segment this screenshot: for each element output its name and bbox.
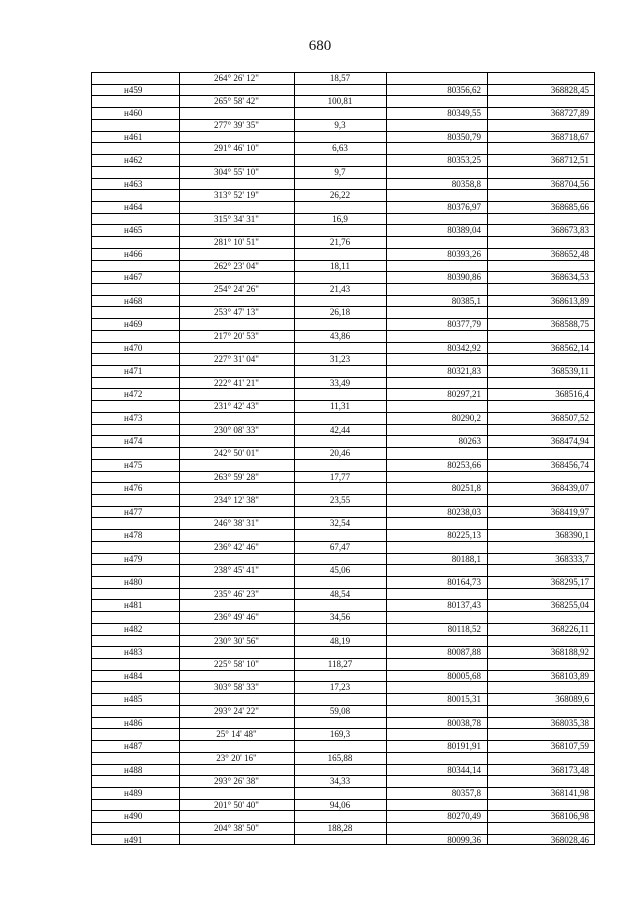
coordinates-table xyxy=(91,72,595,845)
coord-x: 80357,8 xyxy=(451,787,481,798)
segment-distance: 17,77 xyxy=(329,471,351,482)
coord-y: 368255,04 xyxy=(550,600,589,611)
point-name: н480 xyxy=(124,577,143,587)
segment-row xyxy=(91,260,595,272)
point-name: н474 xyxy=(124,436,143,447)
coord-x: 80263 xyxy=(458,436,481,447)
segment-distance: 6,63 xyxy=(332,143,348,154)
segment-angle: 254° 24' 26" xyxy=(214,284,259,294)
point-row xyxy=(91,365,595,377)
segment-row xyxy=(91,611,595,623)
segment-angle: 230° 30' 56" xyxy=(214,635,259,646)
coord-y: 368712,51 xyxy=(550,155,589,165)
segment-distance: 48,19 xyxy=(329,635,351,646)
point-name: н466 xyxy=(124,248,143,259)
point-row xyxy=(91,154,595,166)
coord-y: 368588,75 xyxy=(550,319,589,330)
coord-x: 80385,1 xyxy=(451,295,481,306)
coord-x: 80191,91 xyxy=(447,741,481,751)
segment-row xyxy=(91,424,595,436)
coord-y: 368103,89 xyxy=(550,670,589,681)
segment-angle: 315° 34' 31" xyxy=(214,213,259,224)
segment-distance: 9,7 xyxy=(334,166,346,177)
point-name: н491 xyxy=(124,834,143,845)
coord-x: 80270,49 xyxy=(447,811,481,822)
segment-distance: 118,27 xyxy=(327,659,353,669)
coord-y: 368539,11 xyxy=(551,366,589,376)
segment-row xyxy=(91,494,595,506)
segment-angle: 230° 08' 33" xyxy=(214,424,259,435)
coord-y: 368634,53 xyxy=(550,272,589,283)
point-row xyxy=(91,740,595,752)
point-row xyxy=(91,834,595,846)
coord-y: 368828,45 xyxy=(550,84,589,95)
coord-x: 80099,36 xyxy=(447,834,481,845)
coord-x: 80376,97 xyxy=(447,201,481,212)
point-row xyxy=(91,553,595,565)
coord-y: 368673,83 xyxy=(550,225,589,236)
segment-distance: 34,33 xyxy=(329,776,351,787)
coord-x: 80358,8 xyxy=(451,178,481,189)
segment-angle: 293° 26' 38" xyxy=(214,776,259,787)
coord-y: 368727,89 xyxy=(550,108,589,119)
coord-x: 80290,2 xyxy=(451,412,481,423)
segment-angle: 231° 42' 43" xyxy=(214,401,259,412)
coord-x: 80225,13 xyxy=(447,530,481,541)
segment-row xyxy=(91,517,595,529)
coord-x: 80393,26 xyxy=(447,248,481,259)
coord-y: 368141,98 xyxy=(550,787,589,798)
point-name: н467 xyxy=(124,272,143,283)
coord-y: 368295,17 xyxy=(550,577,589,587)
coord-y: 368390,1 xyxy=(555,530,589,541)
coord-y: 368439,07 xyxy=(550,483,589,494)
point-name: н487 xyxy=(124,741,143,751)
segment-row xyxy=(91,728,595,740)
segment-distance: 26,22 xyxy=(329,190,351,201)
point-name: н468 xyxy=(124,295,143,306)
segment-row xyxy=(91,353,595,365)
segment-row xyxy=(91,799,595,811)
point-name: н463 xyxy=(124,178,143,189)
point-name: н477 xyxy=(124,506,143,517)
segment-angle: 304° 55' 10" xyxy=(214,166,259,177)
segment-angle: 235° 46' 23" xyxy=(214,588,259,599)
coord-y: 368089,6 xyxy=(555,694,589,705)
segment-angle: 227° 31' 04" xyxy=(214,354,259,365)
point-name: н475 xyxy=(124,459,143,470)
coord-y: 368419,97 xyxy=(550,506,589,517)
coord-x: 80349,55 xyxy=(447,108,481,119)
point-name: н459 xyxy=(124,84,143,95)
segment-row xyxy=(91,705,595,717)
point-name: н485 xyxy=(124,694,143,705)
point-name: н481 xyxy=(124,600,143,611)
segment-distance: 21,76 xyxy=(329,237,351,248)
coord-y: 368456,74 xyxy=(550,459,589,470)
point-row xyxy=(91,693,595,705)
segment-distance: 188,28 xyxy=(327,823,353,834)
segment-distance: 169,3 xyxy=(329,729,351,740)
point-row xyxy=(91,646,595,658)
segment-distance: 21,43 xyxy=(329,284,351,294)
segment-row xyxy=(91,236,595,248)
segment-angle: 236° 42' 46" xyxy=(214,541,259,552)
segment-angle: 281° 10' 51" xyxy=(214,237,259,248)
coord-x: 80005,68 xyxy=(447,670,481,681)
point-row xyxy=(91,435,595,447)
segment-angle: 217° 20' 53" xyxy=(214,330,259,341)
segment-row xyxy=(91,775,595,787)
segment-row xyxy=(91,166,595,178)
point-row xyxy=(91,717,595,729)
segment-distance: 45,06 xyxy=(329,565,351,576)
segment-row xyxy=(91,377,595,389)
coord-y: 368562,14 xyxy=(550,342,589,353)
segment-row xyxy=(91,447,595,459)
point-row xyxy=(91,248,595,260)
point-row xyxy=(91,529,595,541)
segment-angle: 246° 38' 31" xyxy=(214,518,259,529)
point-name: н461 xyxy=(124,131,143,142)
coord-x: 80164,73 xyxy=(447,577,481,587)
segment-row xyxy=(91,189,595,201)
segment-angle: 25° 14' 48" xyxy=(216,729,257,740)
segment-distance: 17,23 xyxy=(329,682,351,693)
point-name: н479 xyxy=(124,553,143,564)
segment-angle: 225° 58' 10" xyxy=(214,659,259,669)
point-name: н469 xyxy=(124,319,143,330)
point-row xyxy=(91,482,595,494)
segment-angle: 222° 41' 21" xyxy=(214,377,259,388)
segment-angle: 313° 52' 19" xyxy=(214,190,259,201)
coord-y: 368718,67 xyxy=(550,131,589,142)
segment-distance: 165,88 xyxy=(327,752,353,763)
segment-distance: 33,49 xyxy=(329,377,351,388)
segment-row xyxy=(91,564,595,576)
coord-x: 80389,04 xyxy=(447,225,481,236)
segment-angle: 303° 58' 33" xyxy=(214,682,259,693)
coord-x: 80344,14 xyxy=(447,764,481,775)
segment-row xyxy=(91,658,595,670)
segment-distance: 18,57 xyxy=(329,73,351,83)
segment-distance: 42,44 xyxy=(329,424,351,435)
coord-x: 80015,31 xyxy=(447,694,481,705)
point-row xyxy=(91,224,595,236)
segment-row xyxy=(91,213,595,225)
point-row xyxy=(91,318,595,330)
coord-y: 368028,46 xyxy=(550,834,589,845)
segment-distance: 11,31 xyxy=(330,401,350,412)
point-name: н490 xyxy=(124,811,143,822)
point-row xyxy=(91,84,595,96)
segment-angle: 234° 12' 38" xyxy=(214,494,259,505)
segment-row xyxy=(91,681,595,693)
segment-distance: 48,54 xyxy=(329,588,351,599)
point-name: н460 xyxy=(124,108,143,119)
table-rule xyxy=(91,72,595,73)
coord-y: 368106,98 xyxy=(550,811,589,822)
coord-y: 368652,48 xyxy=(550,248,589,259)
segment-row xyxy=(91,306,595,318)
segment-angle: 204° 38' 50" xyxy=(214,823,259,834)
coord-y: 368226,11 xyxy=(551,623,589,634)
point-row xyxy=(91,201,595,213)
coord-x: 80377,79 xyxy=(447,319,481,330)
point-row xyxy=(91,178,595,190)
segment-row xyxy=(91,283,595,295)
point-name: н476 xyxy=(124,483,143,494)
segment-angle: 293° 24' 22" xyxy=(214,705,259,716)
point-name: н464 xyxy=(124,201,143,212)
coord-y: 368474,94 xyxy=(550,436,589,447)
coord-x: 80238,03 xyxy=(447,506,481,517)
coord-x: 80253,66 xyxy=(447,459,481,470)
point-row xyxy=(91,412,595,424)
point-name: н483 xyxy=(124,647,143,658)
point-name: н473 xyxy=(124,412,143,423)
point-row xyxy=(91,271,595,283)
segment-row xyxy=(91,471,595,483)
point-name: н484 xyxy=(124,670,143,681)
point-name: н472 xyxy=(124,389,143,400)
point-row xyxy=(91,342,595,354)
point-row xyxy=(91,670,595,682)
point-row xyxy=(91,131,595,143)
coord-x: 80087,88 xyxy=(447,647,481,658)
segment-row xyxy=(91,635,595,647)
segment-distance: 94,06 xyxy=(329,799,351,810)
segment-angle: 262° 23' 04" xyxy=(214,260,259,271)
point-row xyxy=(91,107,595,119)
segment-row xyxy=(91,822,595,834)
segment-row xyxy=(91,588,595,600)
coord-y: 368613,89 xyxy=(550,295,589,306)
segment-distance: 23,55 xyxy=(329,494,351,505)
segment-distance: 32,54 xyxy=(329,518,351,529)
coord-x: 80137,43 xyxy=(447,600,481,611)
coord-y: 368173,48 xyxy=(550,764,589,775)
coord-y: 368516,4 xyxy=(555,389,589,400)
segment-angle: 201° 50' 40" xyxy=(214,799,259,810)
segment-angle: 23° 20' 16" xyxy=(216,752,257,763)
coord-x: 80353,25 xyxy=(447,155,481,165)
coord-x: 80118,52 xyxy=(447,623,481,634)
coord-x: 80297,21 xyxy=(447,389,481,400)
segment-row xyxy=(91,752,595,764)
segment-row xyxy=(91,330,595,342)
segment-distance: 26,18 xyxy=(329,307,351,318)
point-row xyxy=(91,623,595,635)
segment-angle: 242° 50' 01" xyxy=(214,448,259,458)
segment-distance: 34,56 xyxy=(329,612,351,623)
point-name: н471 xyxy=(124,366,143,376)
point-row xyxy=(91,810,595,822)
coord-x: 80321,83 xyxy=(447,366,481,376)
segment-distance: 9,3 xyxy=(334,119,346,130)
segment-row xyxy=(91,119,595,131)
coord-y: 368188,92 xyxy=(550,647,589,658)
segment-distance: 20,46 xyxy=(329,448,351,458)
coord-x: 80356,62 xyxy=(447,84,481,95)
point-name: н488 xyxy=(124,764,143,775)
coord-x: 80350,79 xyxy=(447,131,481,142)
page-number: 680 xyxy=(308,38,332,54)
point-row xyxy=(91,295,595,307)
segment-angle: 263° 59' 28" xyxy=(214,471,259,482)
segment-row xyxy=(91,400,595,412)
coord-x: 80251,8 xyxy=(451,483,481,494)
point-name: н470 xyxy=(124,342,143,353)
coord-y: 368333,7 xyxy=(555,553,589,564)
segment-distance: 100,81 xyxy=(327,96,353,107)
coord-y: 368507,52 xyxy=(550,412,589,423)
segment-angle: 265° 58' 42" xyxy=(214,96,259,107)
point-name: н486 xyxy=(124,717,143,728)
segment-angle: 264° 26' 12" xyxy=(214,73,259,83)
coord-y: 368035,38 xyxy=(550,717,589,728)
coord-x: 80342,92 xyxy=(447,342,481,353)
coord-y: 368107,59 xyxy=(550,741,589,751)
point-name: н482 xyxy=(124,623,143,634)
point-name: н489 xyxy=(124,787,143,798)
coord-y: 368704,56 xyxy=(550,178,589,189)
segment-angle: 238° 45' 41" xyxy=(214,565,259,576)
segment-distance: 16,9 xyxy=(332,213,348,224)
segment-row xyxy=(91,72,595,84)
coord-x: 80188,1 xyxy=(451,553,481,564)
point-name: н462 xyxy=(124,155,143,165)
coord-x: 80038,78 xyxy=(447,717,481,728)
segment-row xyxy=(91,142,595,154)
segment-distance: 18,11 xyxy=(330,260,350,271)
coord-x: 80390,86 xyxy=(447,272,481,283)
segment-row xyxy=(91,541,595,553)
segment-angle: 291° 46' 10" xyxy=(214,143,259,154)
point-row xyxy=(91,787,595,799)
coord-y: 368685,66 xyxy=(550,201,589,212)
segment-distance: 31,23 xyxy=(329,354,351,365)
point-row xyxy=(91,599,595,611)
segment-distance: 43,86 xyxy=(329,330,351,341)
point-name: н478 xyxy=(124,530,143,541)
point-row xyxy=(91,764,595,776)
point-row xyxy=(91,388,595,400)
segment-angle: 253° 47' 13" xyxy=(214,307,259,318)
point-name: н465 xyxy=(124,225,143,236)
point-row xyxy=(91,506,595,518)
segment-distance: 59,08 xyxy=(329,705,351,716)
segment-row xyxy=(91,95,595,107)
segment-angle: 236° 49' 46" xyxy=(214,612,259,623)
point-row xyxy=(91,459,595,471)
point-row xyxy=(91,576,595,588)
segment-angle: 277° 39' 35" xyxy=(214,119,259,130)
segment-distance: 67,47 xyxy=(329,541,351,552)
